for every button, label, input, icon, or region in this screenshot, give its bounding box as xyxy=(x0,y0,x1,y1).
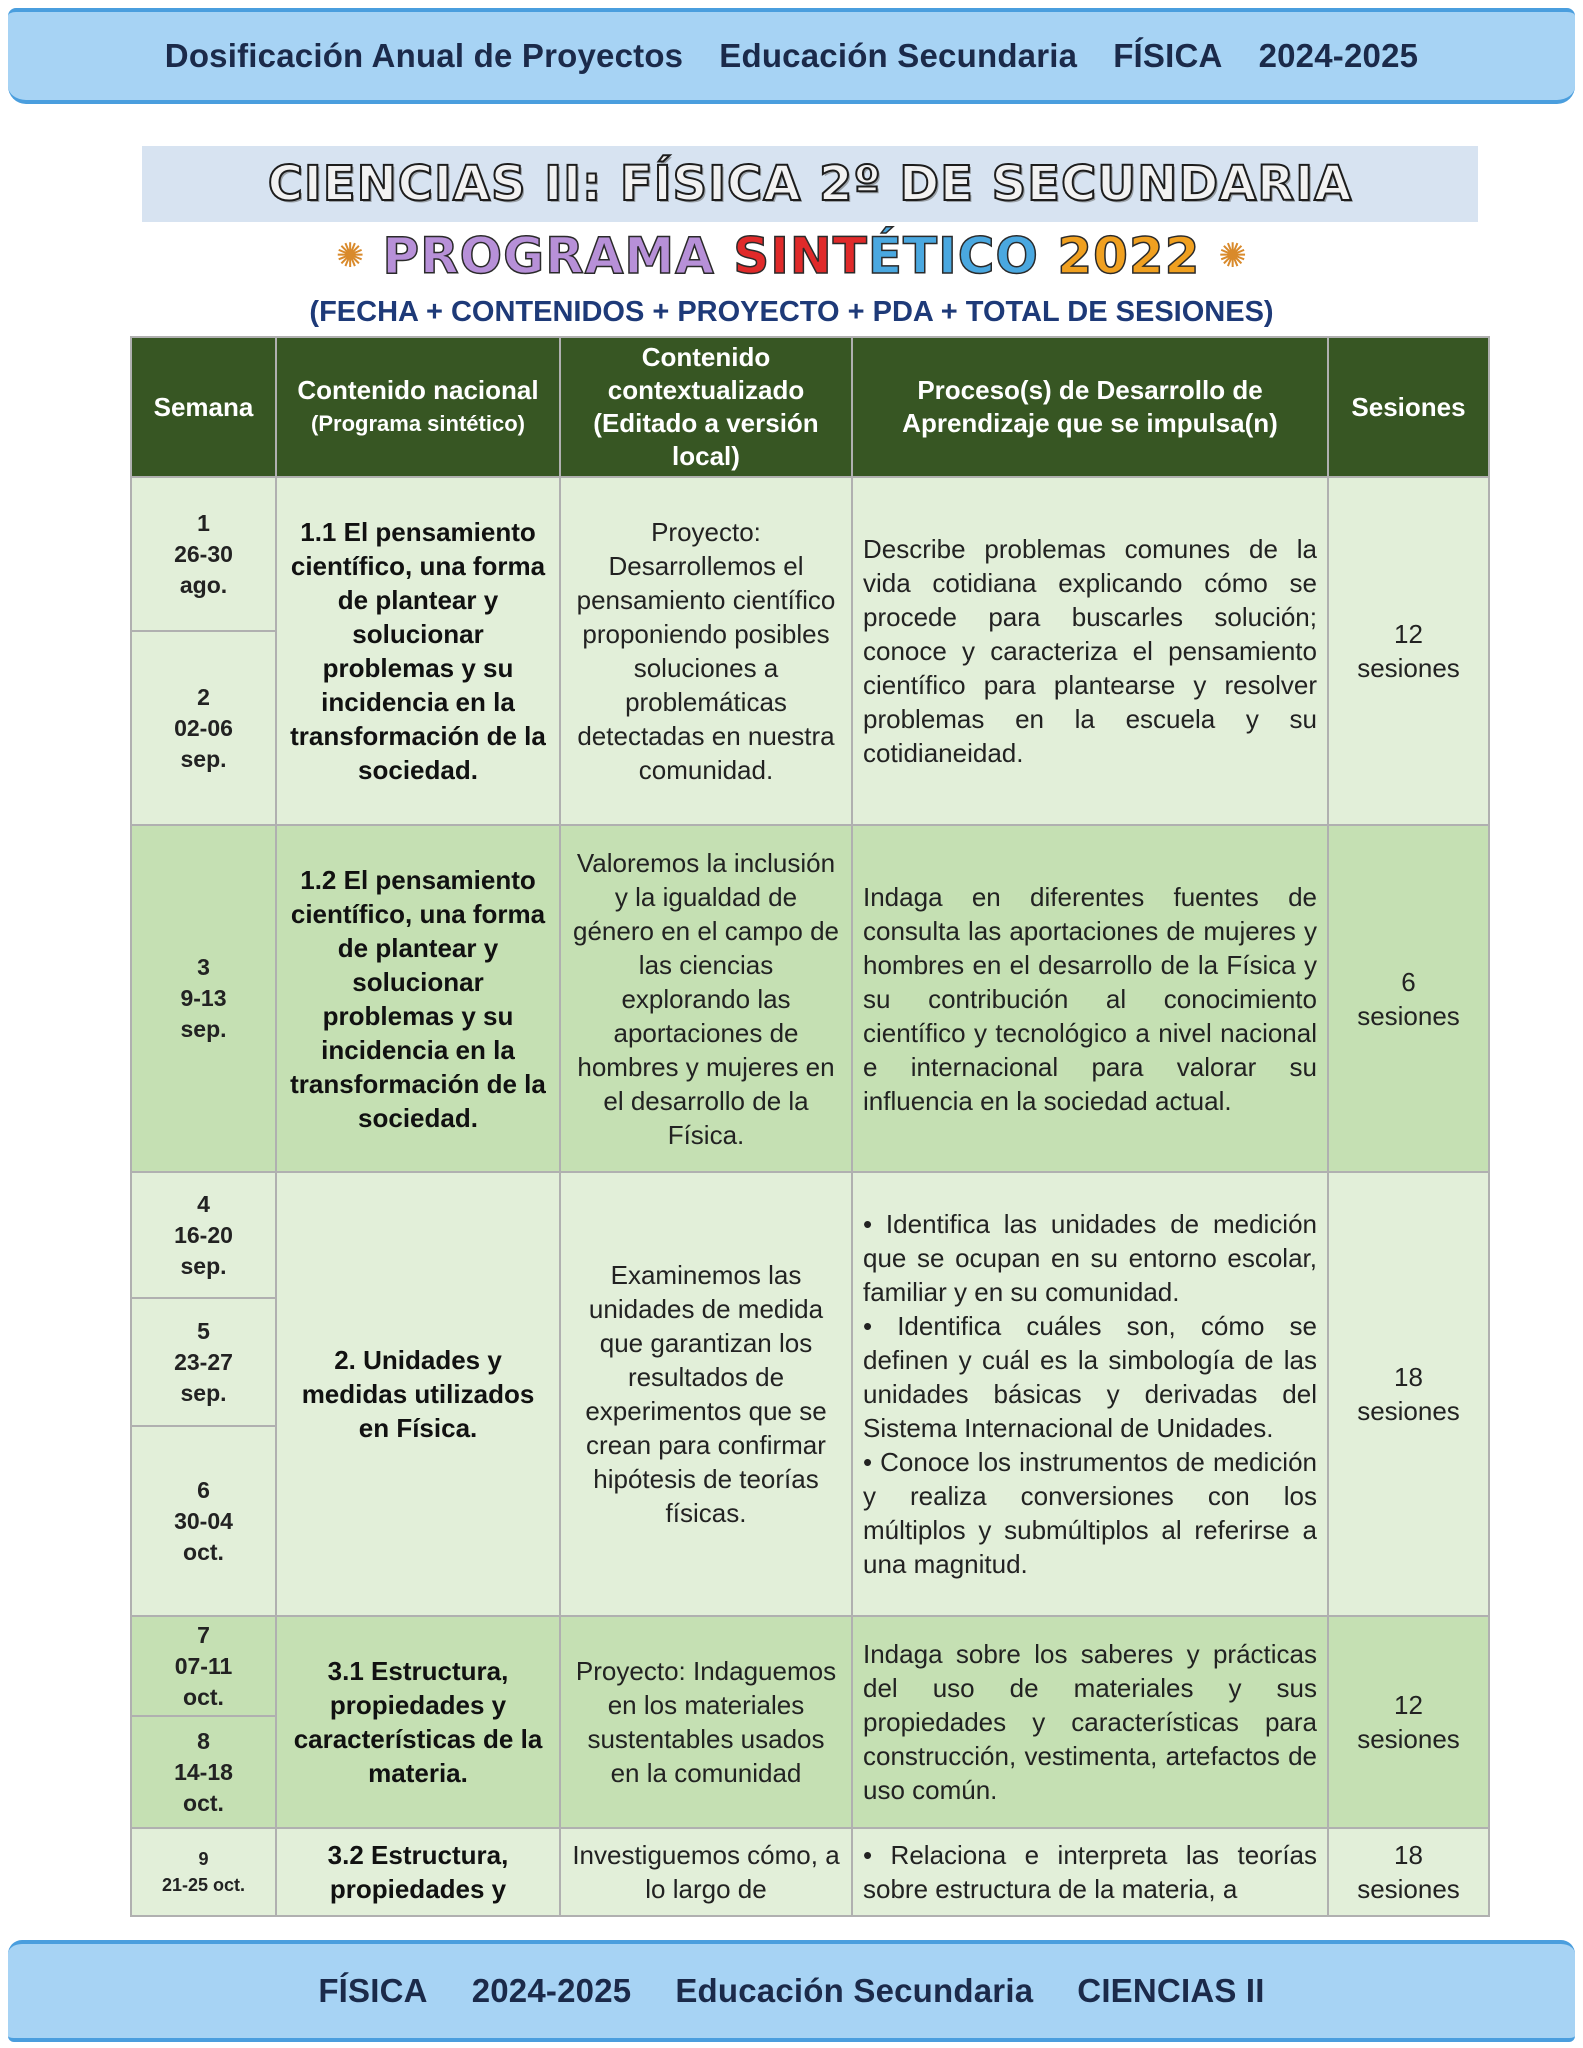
context-content: Valoremos la inclusión y la igualdad de género en el campo de las ciencias explorando las aportaciones de hombres y mujeres en el desarrollo de la Física. xyxy=(561,826,851,1171)
week-month: oct. xyxy=(183,1538,224,1565)
table-row xyxy=(132,1617,1488,1715)
week-month: oct. xyxy=(183,1683,224,1710)
week-number: 8 xyxy=(197,1727,210,1754)
footer-segment-3: Educación Secundaria xyxy=(675,1972,1034,2009)
week-cell xyxy=(132,826,275,1171)
sessions-word: sesiones xyxy=(1357,653,1460,683)
week-dates: 02-06 xyxy=(174,714,233,741)
program-table xyxy=(130,336,1490,1917)
pda-list-item: • Conoce los instrumentos de medición y realiza conversiones con los múltiplos y submúltiplos al referirse a una magnitud. xyxy=(863,1447,1317,1579)
subtitle-part-3: ÉTICO xyxy=(867,227,1058,285)
context-content: Proyecto: Indaguemos en los materiales sustentables usados en la comunidad xyxy=(561,1617,851,1827)
national-content: 3.1 Estructura, propiedades y características de la materia. xyxy=(277,1617,559,1827)
subtitle-part-2: SINT xyxy=(733,227,868,285)
national-content: 3.2 Estructura, propiedades y xyxy=(277,1829,559,1915)
sun-ornament-icon: ✺ xyxy=(1218,237,1247,275)
week-cell xyxy=(132,1299,275,1425)
table-row xyxy=(132,826,1488,1171)
sessions-number: 18 xyxy=(1394,1840,1423,1870)
week-number: 3 xyxy=(197,954,210,980)
sessions-cell xyxy=(1329,478,1488,824)
sessions-word: sesiones xyxy=(1357,1396,1460,1426)
header-segment-2: Educación Secundaria xyxy=(719,37,1078,74)
week-number: 2 xyxy=(197,683,210,710)
week-number: 7 xyxy=(197,1621,210,1648)
subtitle xyxy=(383,227,1201,285)
sessions-cell xyxy=(1329,1617,1488,1827)
week-month: sep. xyxy=(180,1016,227,1042)
table-row xyxy=(132,1829,1488,1915)
header-sessions: Sesiones xyxy=(1329,338,1488,476)
sessions-number: 6 xyxy=(1401,966,1416,997)
week-dates: 30-04 xyxy=(174,1507,233,1534)
subtitle-part-4: 2022 xyxy=(1057,227,1201,285)
week-dates: 14-18 xyxy=(174,1758,233,1785)
page-title: CIENCIAS II: FÍSICA 2º DE SECUNDARIA xyxy=(267,156,1353,212)
pda-content xyxy=(853,1173,1327,1615)
week-month: ago. xyxy=(179,571,228,598)
week-number: 5 xyxy=(197,1317,210,1344)
header-national xyxy=(277,338,559,476)
pda-list-item: • Identifica las unidades de medición que se ocupan en su entorno escolar, familiar y en su comunidad. xyxy=(863,1209,1317,1307)
table-row xyxy=(132,478,1488,630)
national-content: 1.2 El pensamiento científico, una forma de plantear y solucionar problemas y su incidencia en la transformación de la sociedad. xyxy=(277,826,559,1171)
week-number: 4 xyxy=(197,1190,210,1217)
formula-line: (FECHA + CONTENIDOS + PROYECTO + PDA + TOTAL DE SESIONES) xyxy=(309,296,1274,328)
context-content: Investiguemos cómo, a lo largo de xyxy=(561,1829,851,1915)
sessions-word: sesiones xyxy=(1357,1000,1460,1031)
header-banner xyxy=(8,8,1575,104)
week-dates: 07-11 xyxy=(174,1652,233,1679)
week-cell xyxy=(132,1427,275,1615)
week-dates: 9-13 xyxy=(180,985,227,1011)
sessions-cell xyxy=(1329,1829,1488,1915)
week-dates: 26-30 xyxy=(174,540,233,567)
national-content: 2. Unidades y medidas utilizados en Física. xyxy=(277,1173,559,1615)
week-month: sep. xyxy=(180,1252,227,1279)
week-number: 9 xyxy=(198,1849,209,1869)
week-month: sep. xyxy=(180,1379,227,1406)
week-dates: 21-25 oct. xyxy=(161,1875,246,1895)
header-national-main: Contenido nacional xyxy=(297,375,539,405)
table-row xyxy=(132,1173,1488,1297)
subtitle-part-1: PROGRAMA xyxy=(382,227,734,285)
week-cell xyxy=(132,1829,275,1915)
week-dates: 23-27 xyxy=(174,1348,233,1375)
context-content: Examinemos las unidades de medida que garantizan los resultados de experimentos que se crean para confirmar hipótesis de teorías físicas. xyxy=(561,1173,851,1615)
sessions-word: sesiones xyxy=(1357,1724,1460,1754)
week-month: oct. xyxy=(183,1789,224,1816)
footer-segment-2: 2024-2025 xyxy=(471,1972,632,2009)
week-cell xyxy=(132,1173,275,1297)
header-pda: Proceso(s) de Desarrollo de Aprendizaje que se impulsa(n) xyxy=(853,338,1327,476)
pda-content: Indaga sobre los saberes y prácticas del uso de materiales y sus propiedades y características para construcción, vestimenta, artefactos de uso común. xyxy=(853,1617,1327,1827)
week-dates: 16-20 xyxy=(174,1221,233,1248)
header-week: Semana xyxy=(132,338,275,476)
sessions-cell xyxy=(1329,826,1488,1171)
header-segment-1: Dosificación Anual de Proyectos xyxy=(164,37,684,74)
week-number: 6 xyxy=(197,1476,210,1503)
header-national-small: (Programa sintético) xyxy=(311,411,525,436)
footer-segment-4: CIENCIAS II xyxy=(1077,1972,1265,2009)
pda-content: Indaga en diferentes fuentes de consulta las aportaciones de mujeres y hombres en el desarrollo de la Física y su contribución al conocimiento científico y tecnológico a nivel nacional e internacional para valorar su influencia en la sociedad actual. xyxy=(853,826,1327,1171)
title-box xyxy=(142,146,1478,222)
sessions-number: 18 xyxy=(1394,1362,1423,1392)
week-cell xyxy=(132,478,275,630)
table-header-row xyxy=(132,338,1488,476)
header-context: Contenido contextualizado (Editado a versión local) xyxy=(561,338,851,476)
sessions-word: sesiones xyxy=(1357,1874,1460,1904)
pda-list-item: • Identifica cuáles son, cómo se definen y cuál es la simbología de las unidades básicas y derivadas del Sistema Internacional de Unidades. xyxy=(863,1311,1317,1443)
header-segment-3: FÍSICA xyxy=(1113,37,1223,74)
week-month: sep. xyxy=(180,745,227,772)
week-number: 1 xyxy=(197,509,210,536)
week-cell xyxy=(132,1717,275,1827)
sessions-number: 12 xyxy=(1394,619,1423,649)
pda-content: Describe problemas comunes de la vida cotidiana explicando cómo se procede para buscarles solución; conoce y caracteriza el pensamiento científico para plantearse y resolver problemas en la escuela y su cotidianeidad. xyxy=(853,478,1327,824)
footer-segment-1: FÍSICA xyxy=(318,1972,428,2009)
national-content: 1.1 El pensamiento científico, una forma de plantear y solucionar problemas y su incidencia en la transformación de la sociedad. xyxy=(277,478,559,824)
sessions-cell xyxy=(1329,1173,1488,1615)
footer-banner xyxy=(8,1940,1575,2042)
week-cell xyxy=(132,632,275,824)
pda-content: • Relaciona e interpreta las teorías sobre estructura de la materia, a xyxy=(853,1829,1327,1915)
header-segment-4: 2024-2025 xyxy=(1258,37,1419,74)
context-content: Proyecto: Desarrollemos el pensamiento científico proponiendo posibles soluciones a problemáticas detectadas en nuestra comunidad. xyxy=(561,478,851,824)
subtitle-row xyxy=(0,224,1583,288)
week-cell xyxy=(132,1617,275,1715)
sessions-number: 12 xyxy=(1394,1690,1423,1720)
sun-ornament-icon: ✺ xyxy=(336,237,365,275)
